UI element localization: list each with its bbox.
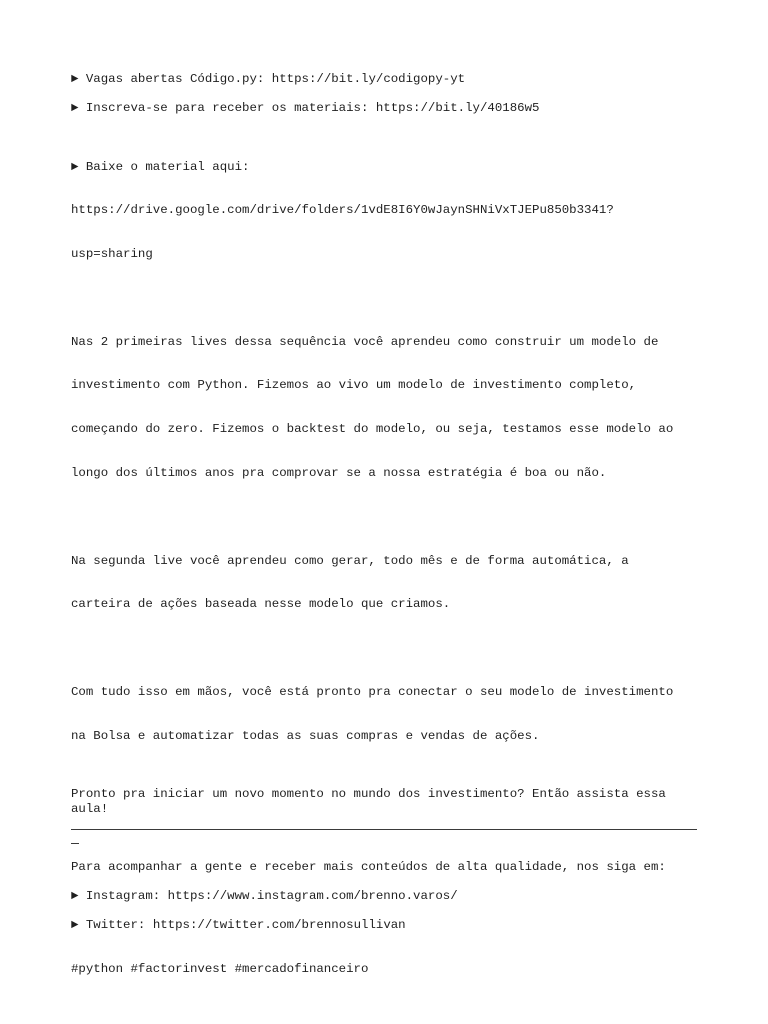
twitter-link-line xyxy=(71,918,711,933)
text-line: carteira de ações baseada nesse modelo que criamos. xyxy=(71,597,451,612)
text-line: na Bolsa e automatizar todas as suas compras e vendas de ações. xyxy=(71,728,540,743)
subscribe-link-line xyxy=(71,101,711,116)
divider-line-tail xyxy=(71,831,697,846)
text-line: começando do zero. Fizemos o backtest do modelo, ou seja, testamos esse modelo ao xyxy=(71,422,674,437)
instagram-label: Instagram: xyxy=(85,889,161,904)
paragraph-lives-intro xyxy=(71,306,711,510)
divider-rule xyxy=(71,816,697,845)
spacer xyxy=(71,948,711,963)
text-line: aula! xyxy=(71,801,109,816)
material-link[interactable]: https://drive.google.com/drive/folders/1vdE8I6Y0wJaynSHNiVxTJEPu850b3341? xyxy=(71,203,614,218)
paragraph-second-live xyxy=(71,524,711,641)
material-label: Baixe o material aqui: xyxy=(85,159,250,174)
jobs-link-label: Vagas abertas Código.py: xyxy=(85,72,265,86)
material-link-block xyxy=(71,130,711,291)
text-line: investimento com Python. Fizemos ao vivo um modelo de investimento completo, xyxy=(71,378,637,393)
bullet-arrow-icon: ► xyxy=(71,889,79,904)
description-text xyxy=(71,72,711,991)
material-link-continued[interactable]: usp=sharing xyxy=(71,247,153,262)
text-line: longo dos últimos anos pra comprovar se a nossa estratégia é boa ou não. xyxy=(71,466,607,481)
hashtags[interactable]: #python #factorinvest #mercadofinanceiro xyxy=(71,962,369,977)
jobs-link[interactable]: https://bit.ly/codigopy-yt xyxy=(271,72,466,86)
twitter-link[interactable]: https://twitter.com/brennosullivan xyxy=(152,918,406,933)
follow-us-text: Para acompanhar a gente e receber mais conteúdos de alta qualidade, nos siga em: xyxy=(71,860,666,875)
instagram-link-line xyxy=(71,889,711,904)
twitter-label: Twitter: xyxy=(85,918,146,933)
material-label-line xyxy=(71,160,711,175)
text-line: Nas 2 primeiras lives dessa sequência você aprendeu como construir um modelo de xyxy=(71,334,659,349)
divider-line xyxy=(71,816,697,831)
jobs-link-line xyxy=(71,72,711,87)
text-line: Na segunda live você aprendeu como gerar, todo mês e de forma automática, a xyxy=(71,553,629,568)
paragraph-automation xyxy=(71,656,711,773)
paragraph-call-to-action xyxy=(71,787,711,816)
instagram-link[interactable]: https://www.instagram.com/brenno.varos/ xyxy=(167,889,458,904)
text-line: Com tudo isso em mãos, você está pronto pra conectar o seu modelo de investimento xyxy=(71,684,674,699)
bullet-arrow-icon: ► xyxy=(71,101,79,116)
bullet-arrow-icon: ► xyxy=(71,159,79,174)
bullet-arrow-icon: ► xyxy=(71,72,79,86)
subscribe-link-label: Inscreva-se para receber os materiais: xyxy=(85,101,369,116)
bullet-arrow-icon: ► xyxy=(71,918,79,933)
text-line: Pronto pra iniciar um novo momento no mundo dos investimento? Então assista essa xyxy=(71,787,666,802)
subscribe-link[interactable]: https://bit.ly/40186w5 xyxy=(375,101,540,116)
